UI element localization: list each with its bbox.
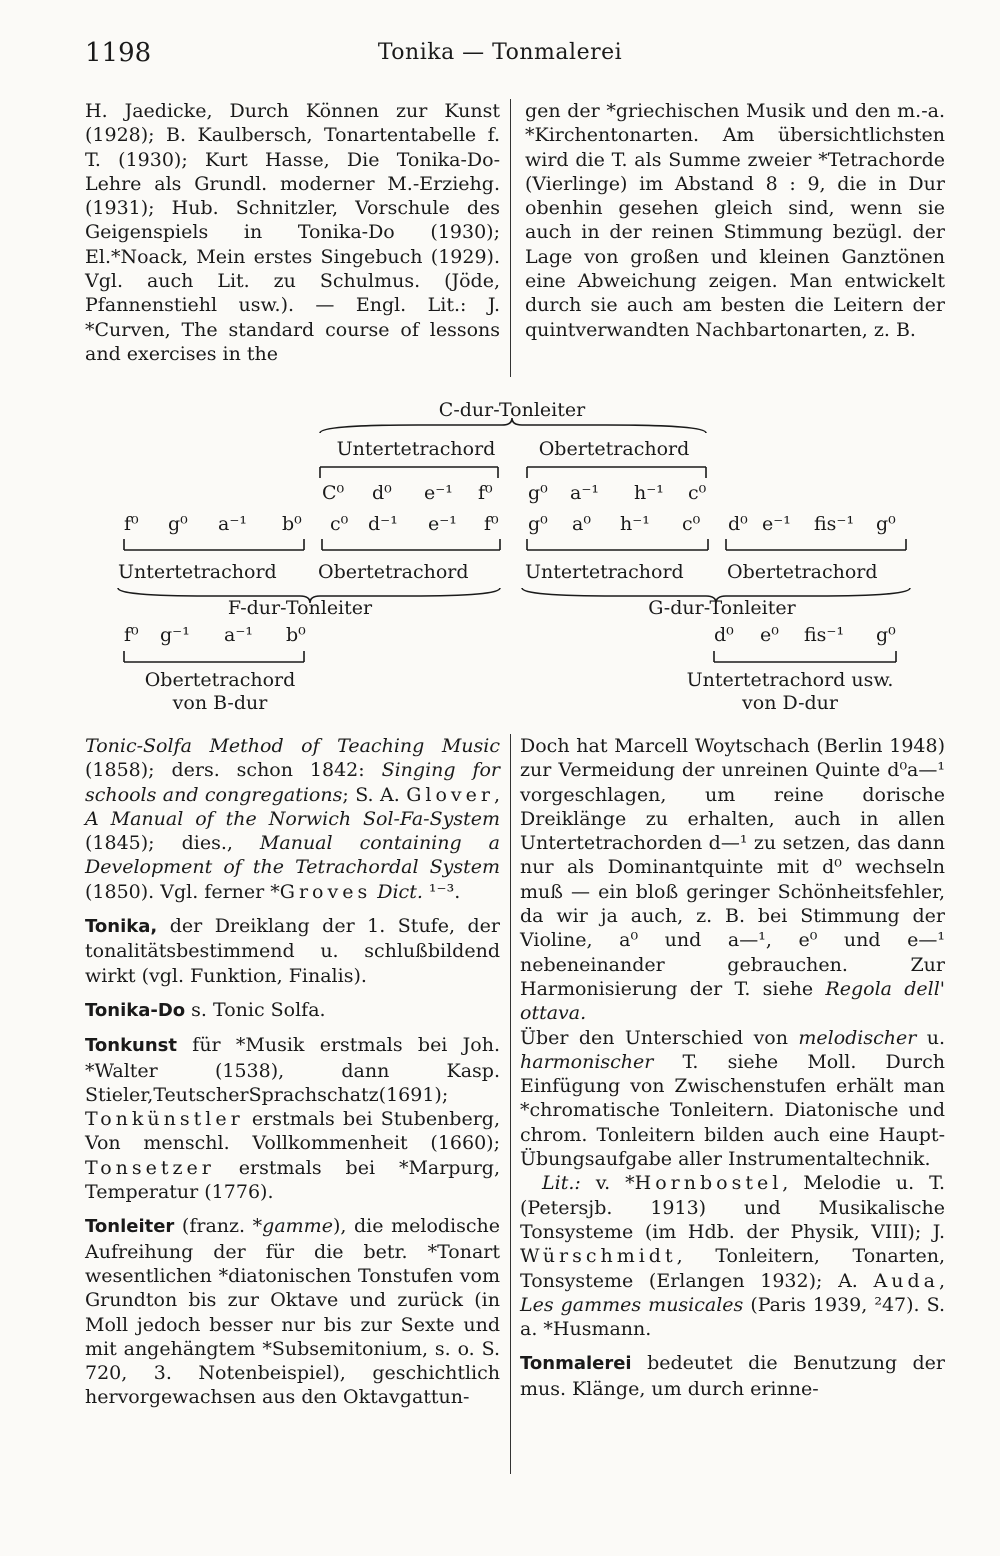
g-dur-title: G-dur-Tonleiter xyxy=(648,597,796,619)
entry-tonika-do: Tonika-Do s. Tonic Solfa. xyxy=(85,998,326,1021)
note: d⁻¹ xyxy=(368,513,398,535)
g-dur-brace xyxy=(522,588,910,603)
d-notes xyxy=(714,624,896,646)
note: fis⁻¹ xyxy=(814,513,855,535)
headword-tonleiter: Tonleiter xyxy=(85,1216,175,1238)
b-notes xyxy=(124,624,306,646)
note: a⁰ xyxy=(572,513,591,535)
headword-tonmalerei: Tonmalerei xyxy=(520,1353,632,1375)
c-lower-label: Untertetrachord xyxy=(336,438,496,460)
headword-tonika-do: Tonika-Do xyxy=(85,999,186,1021)
c-notes-upper xyxy=(528,482,707,504)
note: g⁰ xyxy=(876,513,896,535)
running-head: Tonika — Tonmalerei xyxy=(377,40,623,65)
note: g⁰ xyxy=(168,513,188,535)
d-label-2: von D-dur xyxy=(742,692,838,714)
d-label-1: Untertetrachord usw. xyxy=(686,669,894,691)
note: c⁰ xyxy=(682,513,701,535)
note: f⁰ xyxy=(484,513,499,535)
note: fis⁻¹ xyxy=(804,624,845,646)
note: f⁰ xyxy=(124,513,139,535)
entry-tonika: Tonika, der Dreiklang der 1. Stufe, der tonalitätsbestimmend u. schlußbildend wirkt (vgl. Funktion, Finalis). xyxy=(85,915,500,987)
note: e⁰ xyxy=(760,624,779,646)
c-notes-lower xyxy=(322,482,493,504)
literature-paragraph: Lit.: v. *Hornbostel, Melodie u. T. (Petersjb. 1913) und Musikalische Tonsysteme (im Hdb. der Physik, VIII); J. Würschmidt, Tonleitern, Tonarten, Tonsysteme (Erlangen 1932); A. Auda, Les gammes musicales (Paris 1939, ²47). S. a. *Husmann. xyxy=(520,1172,945,1341)
note: c⁰ xyxy=(330,513,349,535)
note: f⁰ xyxy=(478,482,493,504)
entry-tonmalerei: Tonmalerei bedeutet die Benutzung der mus. Klänge, um durch erinne- xyxy=(520,1352,945,1400)
note: h⁻¹ xyxy=(620,513,650,535)
note: e⁻¹ xyxy=(424,482,453,504)
note: g⁰ xyxy=(528,482,548,504)
top-right-column xyxy=(525,99,945,342)
entry-tonleiter: Tonleiter (franz. *gamme), die melodische Aufreihung der für die betr. *Tonart wesentlichen *diatonischen Tonstufen vom Grundton bis zur Oktave und zurück (in Moll jedoch besser nur bis zur Sexte und mit angehängtem *Subsemitonium, s. o. S. 720, 3. Notenbeispiel), geschichtlich hervorgewachsen aus den Oktavgattun- xyxy=(85,1215,500,1409)
note: d⁰ xyxy=(714,624,734,646)
note: c⁰ xyxy=(688,482,707,504)
f-row-notes xyxy=(124,513,499,535)
melodic-harmonic-paragraph: Über den Unterschied von melodischer u. harmonischer T. siehe Moll. Durch Einfügung von Zwischenstufen erhält man *chromatische Tonleitern. Diatonische und chrom. Tonleitern bilden auch eine Haupt-Übungsaufgabe aller Instrumentaltechnik. xyxy=(520,1026,945,1171)
note: e⁻¹ xyxy=(428,513,457,535)
top-left-column xyxy=(85,99,500,366)
note: e⁻¹ xyxy=(762,513,791,535)
c-dur-title: C-dur-Tonleiter xyxy=(438,399,586,421)
c-upper-label: Obertetrachord xyxy=(538,438,690,460)
note: d⁰ xyxy=(728,513,748,535)
f-lower-label: Untertetrachord xyxy=(118,561,277,583)
b-label-1: Obertetrachord xyxy=(144,669,296,691)
f-upper-label: Obertetrachord xyxy=(318,561,469,583)
woytschach-paragraph: Doch hat Marcell Woytschach (Berlin 1948) zur Vermeidung der unreinen Quinte d⁰a—¹ vorgeschlagen, um reine dorische Dreiklänge zu erhalten, auch in allen Untertetrachorden d—¹ zu setzen, das dann nur als Dominantquinte mit d⁰ wechseln muß — ein bloß geringer Schönheitsfehler, da wir ja auch, z. B. bei Stimmung der Violine, a⁰ und a—¹, e⁰ und e—¹ nebeneinander gebrauchen. Zur Harmonisierung der T. siehe Regola dell' ottava. xyxy=(520,735,945,1025)
note: g⁰ xyxy=(528,513,548,535)
c-dur-brace xyxy=(320,418,706,433)
column-divider-bottom xyxy=(510,734,511,1474)
b-label-2: von B-dur xyxy=(172,692,268,714)
headword-tonika: Tonika, xyxy=(85,916,158,938)
g-row-notes xyxy=(528,513,896,535)
page-number: 1198 xyxy=(85,38,152,68)
note: a⁻¹ xyxy=(224,624,253,646)
bottom-right-column xyxy=(520,734,945,1401)
tetrachord-intro-text: gen der *griechischen Musik und den m.-a. *Kirchentonarten. Am übersichtlichsten wird die T. als Summe zweier *Tetrachorde (Vierlinge) im Abstand 8 : 9, die in Dur obenhin gesehen gleich sind, wenn sie auch in der reinen Stimmung bezügl. der Lage von großen und kleinen Ganztönen eine Abweichung zeigen. Man entwickelt durch sie auch am besten die Leitern der quintverwandten Nachbartonarten, z. B. xyxy=(525,100,945,341)
note: b⁰ xyxy=(282,513,302,535)
g-upper-label: Obertetrachord xyxy=(727,561,878,583)
bibliography-text: H. Jaedicke, Durch Können zur Kunst (1928); B. Kaulbersch, Tonartentabelle f. T. (1930); Kurt Hasse, Die Tonika-Do-Lehre als Grundl. moderner M.-Erziehg. (1931); Hub. Schnitzler, Vorschule des Geigenspiels in Tonika-Do (1930); El.*Noack, Mein erstes Singebuch (1929). Vgl. auch Lit. zu Schulmus. (Jöde, Pfannenstiehl usw.). — Engl. Lit.: J. *Curven, The standard course of lessons and exercises in the xyxy=(85,100,500,365)
note: a⁻¹ xyxy=(570,482,599,504)
note: g⁻¹ xyxy=(160,624,190,646)
note: h⁻¹ xyxy=(634,482,664,504)
f-dur-brace xyxy=(118,588,500,603)
headword-tonkunst: Tonkunst xyxy=(85,1035,177,1057)
continued-bibliography: Tonic-Solfa Method of Teaching Music (1858); ders. schon 1842: Singing for schools and congregations; S. A. Glover, A Manual of the Norwich Sol-Fa-System (1845); dies., Manual containing a Development of the Tetrachordal System (1850). Vgl. ferner *Groves Dict. ¹⁻³. xyxy=(85,735,501,903)
column-divider-top xyxy=(510,99,511,377)
note: C⁰ xyxy=(322,482,345,504)
entry-tonkunst: Tonkunst für *Musik erstmals bei Joh. *Walter (1538), dann Kasp. Stieler,TeutscherSprachschatz(1691); Tonkünstler erstmals bei Stubenberg, Von menschl. Vollkommenheit (1660); Tonsetzer erstmals bei *Marpurg, Temperatur (1776). xyxy=(85,1034,500,1204)
note: d⁰ xyxy=(372,482,392,504)
f-dur-title: F-dur-Tonleiter xyxy=(227,597,373,619)
note: b⁰ xyxy=(286,624,306,646)
note: g⁰ xyxy=(876,624,896,646)
note: f⁰ xyxy=(124,624,139,646)
g-lower-label: Untertetrachord xyxy=(525,561,684,583)
note: a⁻¹ xyxy=(218,513,247,535)
bottom-left-column xyxy=(85,734,500,1410)
